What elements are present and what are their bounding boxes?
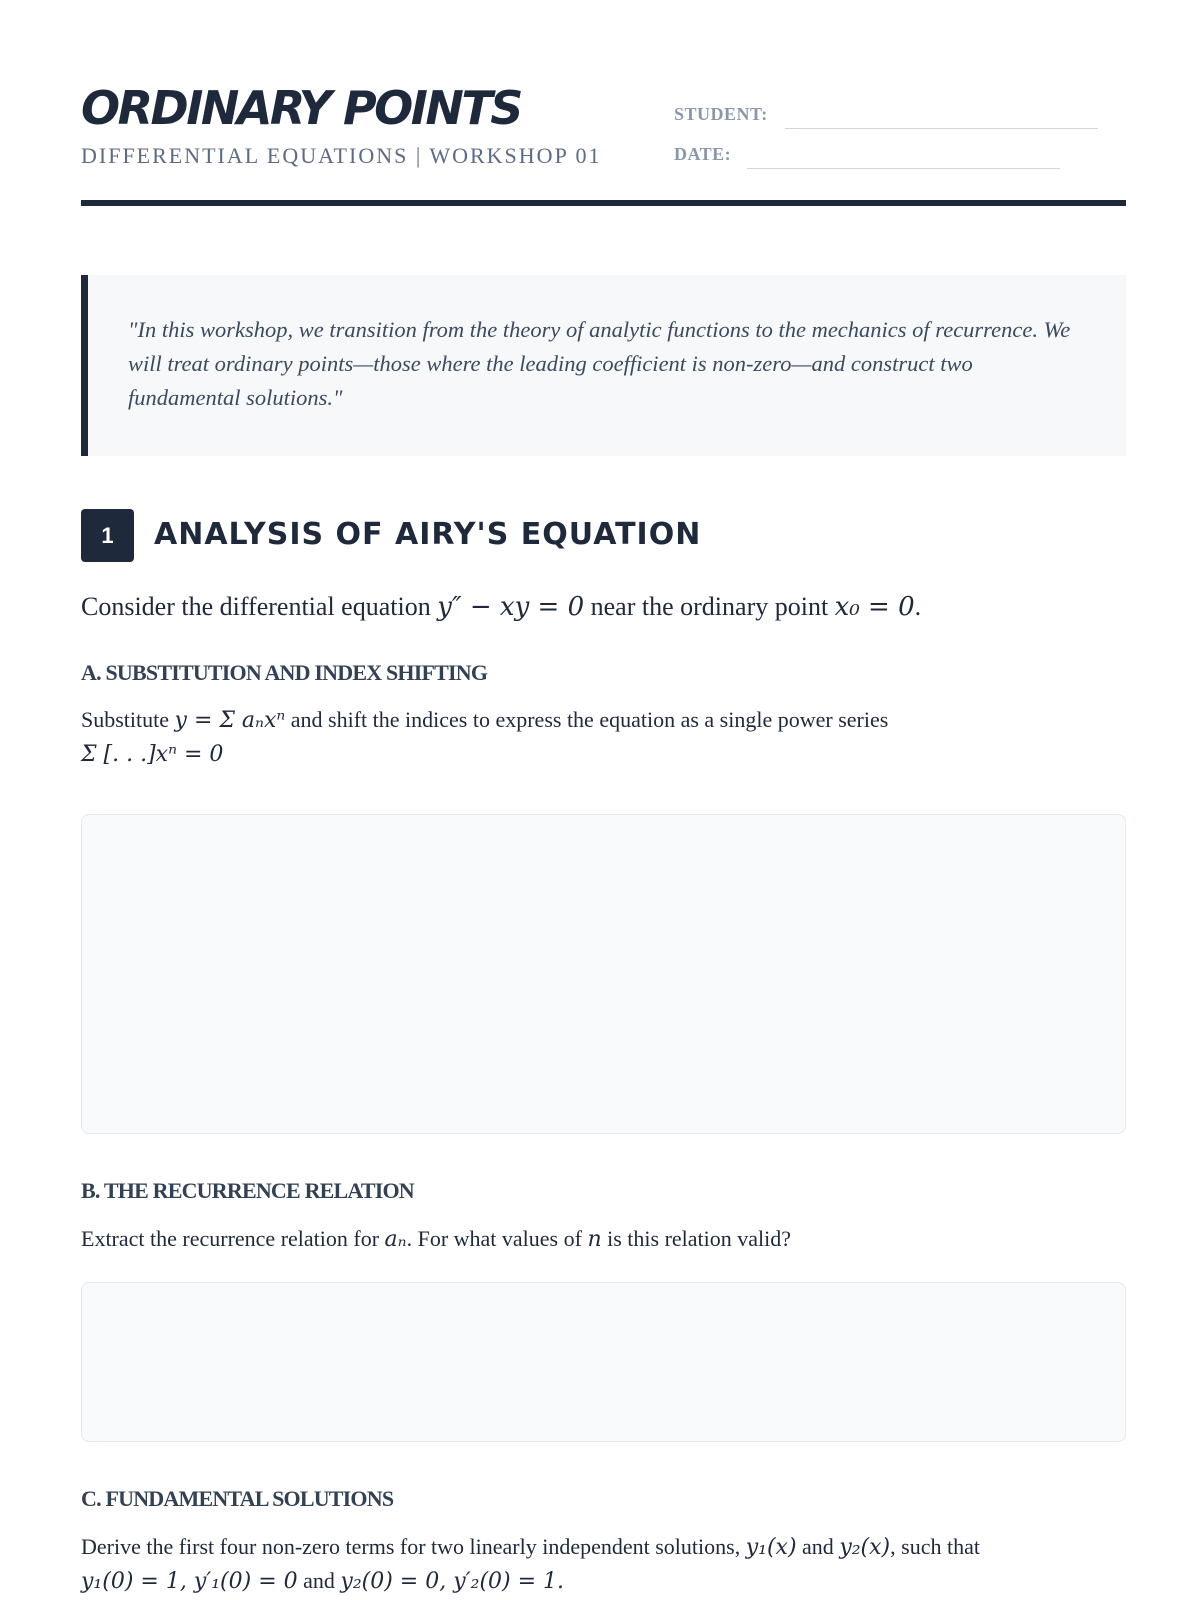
solution-y1: y₁(x) [745, 1535, 797, 1560]
part-b-text-b: . For what values of [406, 1226, 588, 1251]
index-n: n [587, 1227, 602, 1252]
part-a-instructions [81, 703, 1126, 771]
student-label: STUDENT: [674, 104, 768, 124]
part-c-heading: C. FUNDAMENTAL SOLUTIONS [81, 1486, 394, 1511]
header-divider [81, 200, 1126, 206]
section-number-badge: 1 [81, 509, 134, 562]
part-a-text-b: and shift the indices to express the equation as a single power series [285, 707, 889, 732]
part-b-instructions [81, 1222, 791, 1256]
part-c-instructions [81, 1530, 1126, 1598]
coefficient-an: aₙ [384, 1227, 407, 1252]
part-c-text-b: and [796, 1534, 840, 1559]
part-c-text-a: Derive the first four non-zero terms for two linearly independent solutions, [81, 1534, 746, 1559]
student-name-field[interactable] [785, 128, 1098, 129]
intro-text-a: Consider the differential equation [81, 592, 438, 621]
part-a-answer-box[interactable] [81, 814, 1126, 1134]
power-series-ansatz: y = Σ aₙxⁿ [174, 708, 286, 733]
part-b-answer-box[interactable] [81, 1282, 1126, 1442]
page-title: ORDINARY POINTS [81, 81, 521, 135]
initial-conditions-y2: y₂(0) = 0, y′₂(0) = 1. [340, 1569, 565, 1594]
airy-equation: y″ − xy = 0 [437, 592, 585, 622]
part-c-cond-and: and [297, 1568, 341, 1593]
part-c-text-c: , such that [890, 1534, 980, 1559]
part-b-heading: B. THE RECURRENCE RELATION [81, 1178, 414, 1203]
part-a-heading: A. SUBSTITUTION AND INDEX SHIFTING [81, 660, 488, 685]
initial-conditions-y1: y₁(0) = 1, y′₁(0) = 0 [81, 1569, 298, 1594]
part-a-text-a: Substitute [81, 707, 175, 732]
date-field[interactable] [747, 168, 1060, 169]
section-intro: Consider the differential equation y″ − xy = 0 near the ordinary point x₀ = 0. [81, 592, 922, 622]
intro-text-b: near the ordinary point [584, 592, 835, 621]
single-series-form: Σ [. . .]xⁿ = 0 [81, 742, 224, 767]
date-label: DATE: [674, 144, 732, 164]
page-subtitle: DIFFERENTIAL EQUATIONS | WORKSHOP 01 [81, 143, 602, 168]
intro-quote [81, 275, 1126, 456]
part-b-text-c: is this relation valid? [601, 1226, 792, 1251]
solution-y2: y₂(x) [839, 1535, 891, 1560]
ordinary-point: x₀ = 0 [834, 592, 915, 622]
section-title: ANALYSIS OF AIRY'S EQUATION [154, 517, 702, 552]
part-b-text-a: Extract the recurrence relation for [81, 1226, 385, 1251]
intro-quote-text: "In this workshop, we transition from the theory of analytic functions to the mechanics of recurrence. We will treat ordinary points—those where the leading coefficient is non-zero—and construct two fundamental solutions." [128, 317, 1071, 410]
